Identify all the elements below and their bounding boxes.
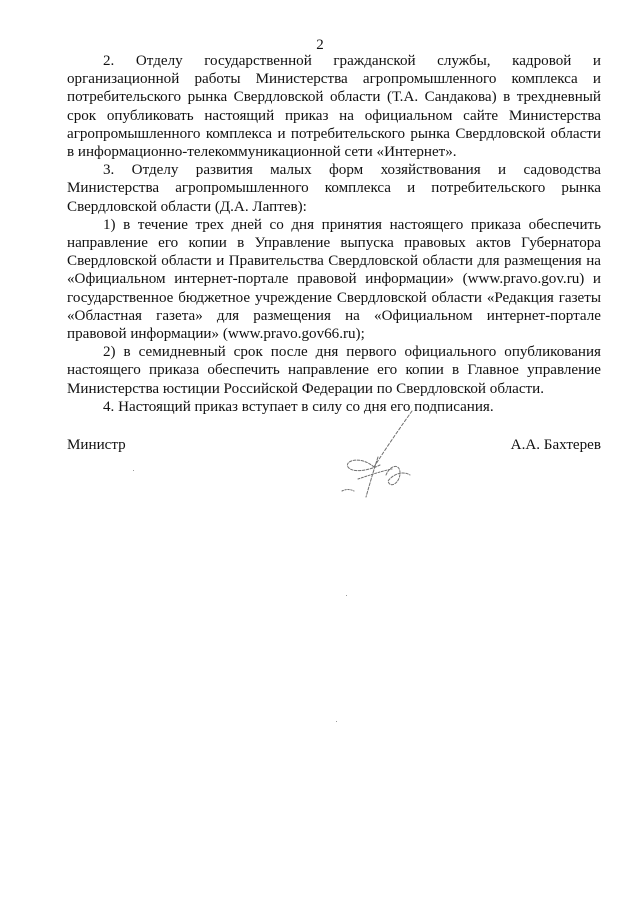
paragraph-item-2: 2. Отделу государственной гражданской службы, кадровой и организационной работы Министерства агропромышленного комплекса и потребительского рынка Свердловской области (Т.А. Сандакова) в трехдневный срок опубликовать настоящий приказ на официальном сайте Министерства агропромышленного комплекса и потребительского рынка Свердловской области в информационно-телекоммуникационной сети «Интернет». <box>67 53 601 161</box>
paragraph-item-3: 3. Отделу развития малых форм хозяйствования и садоводства Министерства агропромышленного комплекса и потребительского рынка Свердловской области (Д.А. Лаптев): <box>67 162 601 215</box>
document-body <box>67 52 601 416</box>
signatory-title: Министр <box>67 437 126 453</box>
paragraph-item-4: 4. Настоящий приказ вступает в силу со дня его подписания. <box>103 398 494 415</box>
scan-speck <box>336 721 337 722</box>
paragraph-subitem-1: 1) в течение трех дней со дня принятия настоящего приказа обеспечить направление его копии в Управление выпуска правовых актов Губернатора Свердловской области и Правительства Свердловской области для размещения на «Официальном интернет-портале правовой информации» (www.pravo.gov.ru) и государственное бюджетное учреждение Свердловской области «Редакция газеты «Областная газета» для размещения на «Официальном интернет-портале правовой информации» (www.pravo.gov66.ru); <box>67 216 601 343</box>
page-number: 2 <box>316 37 324 53</box>
scan-speck <box>133 470 134 471</box>
scan-speck <box>346 595 347 596</box>
signatory-name: А.А. Бахтерев <box>510 437 601 453</box>
handwritten-signature-icon <box>330 405 430 505</box>
paragraph-subitem-2: 2) в семидневный срок после дня первого официального опубликования настоящего приказа обеспечить направление его копии в Главное управление Министерства юстиции Российской Федерации по Свердловской области. <box>67 344 601 397</box>
